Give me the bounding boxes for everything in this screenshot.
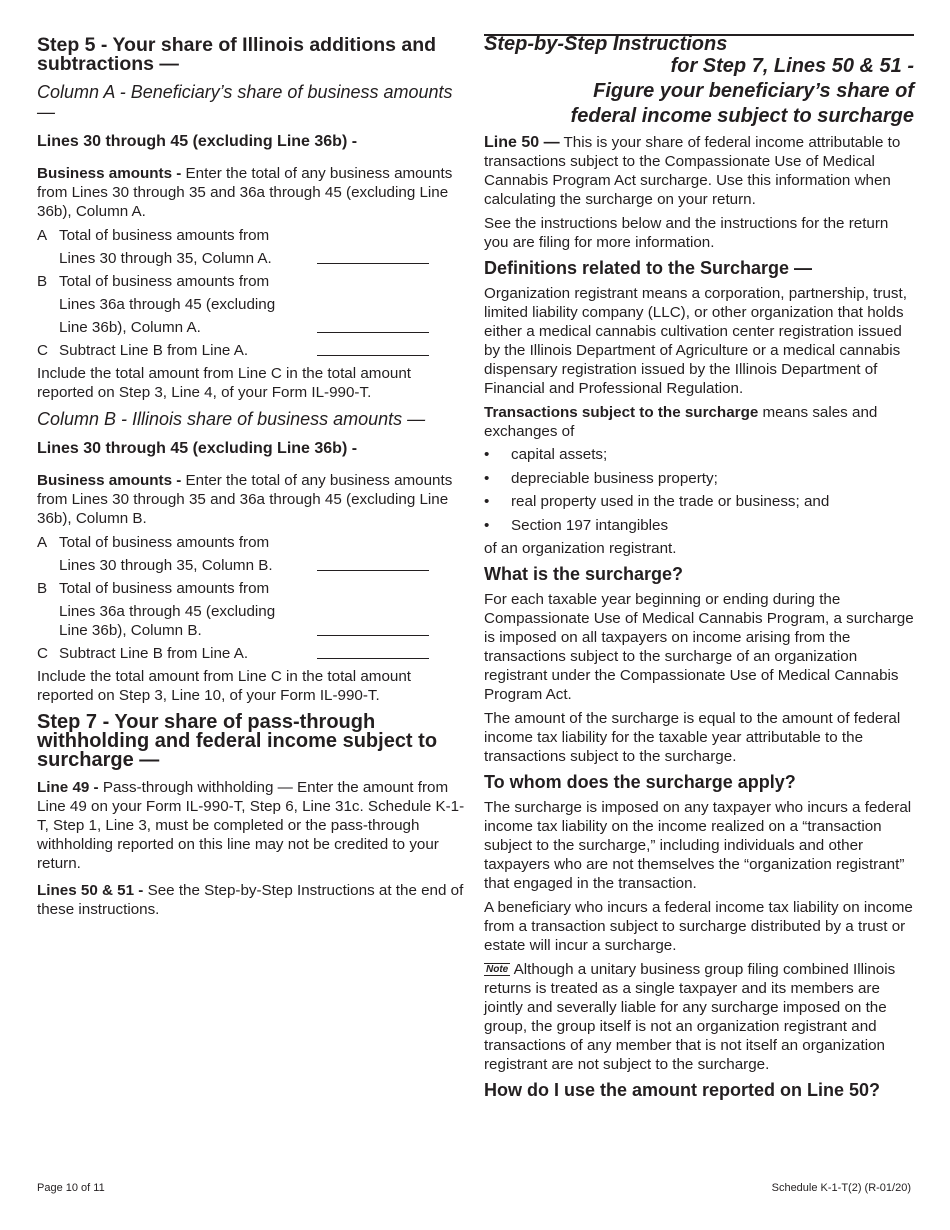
worksheet-item-c: C Subtract Line B from Line A. (37, 341, 467, 360)
column-b-business-paragraph: Business amounts - Enter the total of any business amounts from Lines 30 through 35 and 36a through 45 (excluding Line 36b), Column B. (37, 472, 453, 527)
step-by-step-subtitle: for Step 7, Lines 50 & 51 - Figure your beneficiary’s share of federal income subject to surcharge (570, 55, 914, 127)
line-c-entry-field[interactable] (317, 342, 429, 356)
transactions-list (484, 443, 914, 537)
form-identifier: Schedule K-1-T(2) (R-01/20) (771, 1182, 911, 1194)
bullet-icon: • (484, 469, 490, 487)
business-amounts-text: Enter the total of any business amounts from Lines 30 through 35 and 36a through 45 (excluding Line 36b), Column A. (37, 165, 453, 220)
how-use-line50-heading: How do I use the amount reported on Line 50? (484, 1080, 881, 1100)
line-a-entry-field[interactable] (317, 250, 429, 264)
left-column (37, 36, 467, 924)
step5-heading: Step 5 - Your share of Illinois additions and subtractions — (37, 34, 437, 75)
see-instructions-paragraph: See the instructions below and the instructions for the return you are filing for more information. (484, 215, 889, 251)
worksheet-item-b: B Total of business amounts from (37, 273, 270, 290)
step-by-step-title: Step-by-Step Instructions (484, 33, 728, 55)
line-c-entry-field[interactable] (317, 645, 429, 659)
column-a-business-paragraph (37, 164, 467, 221)
worksheet-item-a: A Total of business amounts from (37, 534, 270, 551)
column-b-lines-heading: Lines 30 through 45 (excluding Line 36b) - (37, 440, 358, 457)
line-a-entry-field[interactable] (317, 557, 429, 571)
note-icon: Note (486, 964, 509, 975)
column-b-worksheet: A Total of business amounts from Lines 30 through 35, Column B. B Total of business amounts from Lines 36a through 45 (excluding Line 36b), Column B. C Subtract Line B from Line A. (37, 533, 467, 663)
line49-paragraph: Line 49 - Pass-through withholding — Enter the amount from Line 49 on your Form IL-990-T, Step 6, Line 31c. Schedule K-1-T, Step 1, Line 3, must be completed or the pass-through withholding reported on this line may not be credited to your return. (37, 779, 465, 872)
note-paragraph: Note Although a unitary business group filing combined Illinois returns is treated as a single taxpayer and its members are jointly and severally liable for any surcharge imposed on the group, the group itself is not an organization registrant and transactions of any member that is not itself an organization registrant are not subject to the surcharge. (484, 961, 896, 1073)
list-item: • depreciable business property; (484, 467, 914, 491)
right-column (484, 33, 914, 1106)
to-whom-heading: To whom does the surcharge apply? (484, 772, 796, 792)
lines5051-paragraph: Lines 50 & 51 - See the Step-by-Step Instructions at the end of these instructions. (37, 882, 464, 918)
to-whom-p2: A beneficiary who incurs a federal income tax liability on income from a transaction subject to surcharge distributed by a trust or estate will incur a surcharge. (484, 899, 913, 954)
what-is-surcharge-heading: What is the surcharge? (484, 564, 684, 584)
column-b-heading: Column B - Illinois share of business amounts — (37, 409, 426, 429)
step7-heading: Step 7 - Your share of pass-through withholding and federal income subject to surcharge — (37, 711, 438, 771)
list-item: • Section 197 intangibles (484, 514, 914, 538)
bullet-icon: • (484, 446, 490, 463)
transactions-definition: Transactions subject to the surcharge means sales and exchanges of (484, 404, 878, 440)
bullet-icon: • (484, 493, 490, 510)
worksheet-item-c: C Subtract Line B from Line A. (37, 644, 467, 663)
bullet-icon: • (484, 516, 490, 534)
column-a-lines-heading: Lines 30 through 45 (excluding Line 36b) - (37, 133, 358, 150)
of-organization-registrant: of an organization registrant. (484, 540, 677, 557)
what-is-surcharge-p2: The amount of the surcharge is equal to the amount of federal income tax liability for the taxable year attributable to the transactions subject to the surcharge. (484, 710, 901, 765)
step-by-step-rule (484, 34, 914, 54)
organization-registrant-definition: Organization registrant means a corporation, partnership, trust, limited liability company (LLC), or other organization that holds either a medical cannabis cultivation center registration issued by the Illinois Department of Agriculture or a medical cannabis dispensary registration issued by the Illinois Department of Financial and Professional Regulation. (484, 285, 907, 397)
line-b-entry-field[interactable] (317, 622, 429, 636)
page-number: Page 10 of 11 (37, 1182, 105, 1194)
column-a-include-note: Include the total amount from Line C in the total amount reported on Step 3, Line 4, of your Form IL-990-T. (37, 365, 411, 401)
list-item: • real property used in the trade or business; and (484, 490, 914, 514)
what-is-surcharge-p1: For each taxable year beginning or ending during the Compassionate Use of Medical Cannabis Program, a surcharge is imposed on all taxpayers on income arising from the transactions subject to the surcharge of an organization registrant under the Compassionate Use of Medical Cannabis Program Act. (484, 591, 914, 703)
list-item: • capital assets; (484, 443, 914, 467)
column-a-heading: Column A - Beneficiary’s share of business amounts — (37, 82, 453, 122)
line50-paragraph: Line 50 — This is your share of federal income attributable to transactions subject to the Compassionate Use of Medical Cannabis Program Act surcharge. Use this information when calculating the surcharge on your return. (484, 134, 901, 208)
to-whom-p1: The surcharge is imposed on any taxpayer who incurs a federal income tax liability on the income realized on a “transaction subject to the surcharge,” including individuals and other taxpayers who are not themselves the “organization registrant” that engaged in the transaction. (484, 799, 912, 892)
definitions-heading: Definitions related to the Surcharge — (484, 258, 813, 278)
worksheet-item-b: B Total of business amounts from (37, 580, 270, 597)
column-a-worksheet: A Total of business amounts from Lines 30 through 35, Column A. B Total of business amounts from Lines 36a through 45 (excluding Line 36b), Column A. C Subtract Line B from Line A. (37, 226, 467, 360)
line-b-entry-field[interactable] (317, 319, 429, 333)
worksheet-item-a: A Total of business amounts from (37, 227, 270, 244)
column-b-include-note: Include the total amount from Line C in the total amount reported on Step 3, Line 10, of your Form IL-990-T. (37, 668, 411, 704)
business-amounts-label: Business amounts - (37, 165, 182, 182)
